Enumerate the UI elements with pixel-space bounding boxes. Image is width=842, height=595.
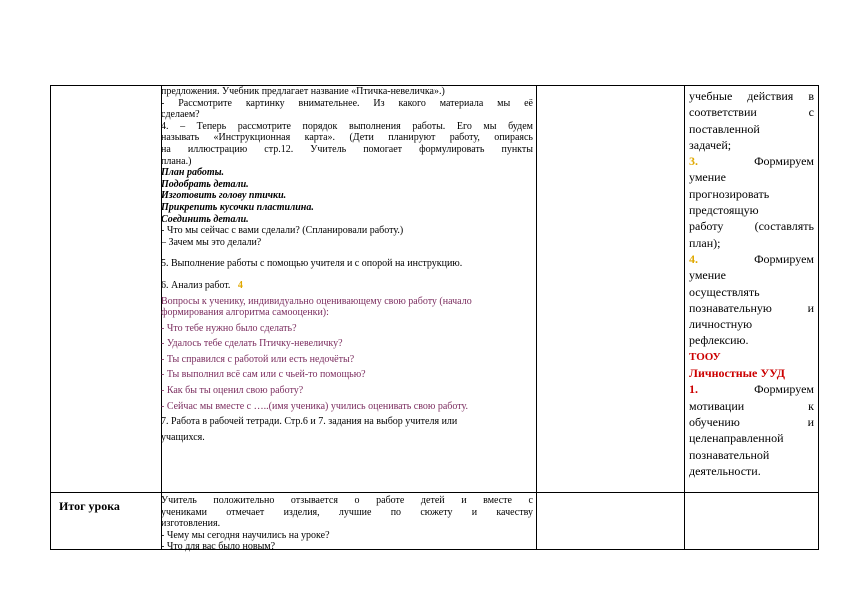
question-item: - Что тебе нужно было сделать? (161, 322, 297, 334)
step-line: Соединить детали. (161, 213, 249, 225)
uud-line: целенаправленной (689, 431, 784, 446)
uud-line: деятельности. (689, 463, 761, 478)
lesson-steps-cell (161, 86, 533, 443)
step-line: предложения. Учебник предлагает название «Птичка-невеличка».) (161, 86, 445, 97)
uud-line: познавательную и (689, 300, 814, 315)
uud-line: умение (689, 170, 726, 185)
uud-line: познавательной (689, 447, 770, 462)
uud-line: осуществлять (689, 284, 760, 299)
uud-text: Формируем (754, 154, 814, 169)
uud-line: прогнозировать (689, 186, 770, 201)
column-divider (684, 86, 685, 549)
uud-line: учебные действия в (689, 89, 814, 103)
step-line: называть «Инструкционная карта». (Дети планируют работу, опираясь (161, 132, 533, 144)
uud-numbered-line (689, 251, 814, 267)
question-item: - Ты справился с работой или есть недочёты? (161, 353, 355, 365)
step-line: Изготовить голову птички. (161, 190, 287, 202)
uud-line: поставленной (689, 121, 760, 136)
questions-intro-2: формирования алгоритма самооценки): (161, 307, 329, 319)
questions-intro: Вопросы к ученику, индивидуально оценивающему свою работу (начало (161, 295, 472, 307)
step-line: плана.) (161, 155, 192, 167)
step-line: Подобрать детали. (161, 178, 249, 190)
step5-text: 5. Выполнение работы с помощью учителя и с опорой на инструкцию. (161, 258, 463, 270)
question-item: - Сейчас мы вместе с …..(имя ученика) учились оценивать свою работу. (161, 400, 468, 412)
itog-line: учениками отмечает изделия, лучшие по сюжету и качеству (161, 506, 533, 518)
question-item: - Ты выполнил всё сам или с чьей-то помощью? (161, 369, 366, 381)
step-line: – Зачем мы это делали? (161, 236, 262, 248)
step-line: Прикрепить кусочки пластилина. (161, 201, 314, 213)
step6-number: 4 (237, 279, 243, 291)
uud-line: работу (составлять (689, 219, 814, 234)
lesson-steps-lines (161, 86, 533, 248)
step-line: сделаем? (161, 109, 200, 121)
step6-text: 6. Анализ работ. 4 (161, 279, 243, 291)
question-item: - Как бы ты оценил свою работу? (161, 385, 304, 397)
uud-number: 4. (689, 251, 698, 266)
step-line: - Рассмотрите картинку внимательнее. Из какого материала мы её (161, 97, 533, 109)
uud-number: 1. (689, 382, 698, 397)
uud-numbered-line (689, 153, 814, 169)
uud-number: 3. (689, 154, 698, 169)
itog-label: Итог урока (59, 499, 120, 513)
step7-text: 7. Работа в рабочей тетради. Стр.6 и 7. задания на выбор учителя или (161, 416, 458, 428)
question-item: - Удалось тебе сделать Птичку-невеличку? (161, 338, 343, 350)
uud-line: задачей; (689, 137, 732, 152)
itog-line: Учитель положительно отзывается о работе детей и вместе с (161, 495, 533, 506)
step-line: на иллюстрацию стр.12. Учитель помогает формулировать пункты (161, 143, 533, 155)
uud-lines (689, 88, 814, 349)
personal-uud-lines (689, 381, 814, 479)
uud-line: план); (689, 235, 721, 250)
uud-line: умение (689, 268, 726, 283)
itog-line: изготовления. (161, 518, 221, 530)
uud-line: предстоящую (689, 203, 759, 218)
step-line: План работы. (161, 167, 225, 179)
uud-cell (689, 88, 814, 479)
itog-text (161, 495, 533, 553)
personal-uud-heading: Личностные УУД (689, 366, 786, 381)
uud-numbered-line (689, 381, 814, 397)
toou-label: ТООУ (689, 350, 721, 363)
step7-text-2: учащихся. (161, 431, 205, 443)
lesson-table (50, 85, 819, 553)
itog-line: - Чему мы сегодня научились на уроке? (161, 529, 330, 541)
uud-line: рефлексию. (689, 333, 749, 348)
uud-text: Формируем (754, 382, 814, 397)
step-line: - Что мы сейчас с вами сделали? (Спланировали работу.) (161, 225, 404, 237)
row-divider (51, 492, 818, 493)
step-line: 4. – Теперь рассмотрите порядок выполнения работы. Его мы будем (161, 120, 533, 132)
uud-line: соответствии с (689, 105, 814, 120)
uud-line: мотивации к (689, 398, 814, 413)
uud-line: личностную (689, 317, 753, 332)
column-divider (536, 86, 537, 549)
questions-list (161, 323, 533, 413)
uud-line: обучению и (689, 414, 814, 429)
itog-line: - Что для вас было новым? (161, 541, 276, 553)
uud-text: Формируем (754, 251, 814, 266)
